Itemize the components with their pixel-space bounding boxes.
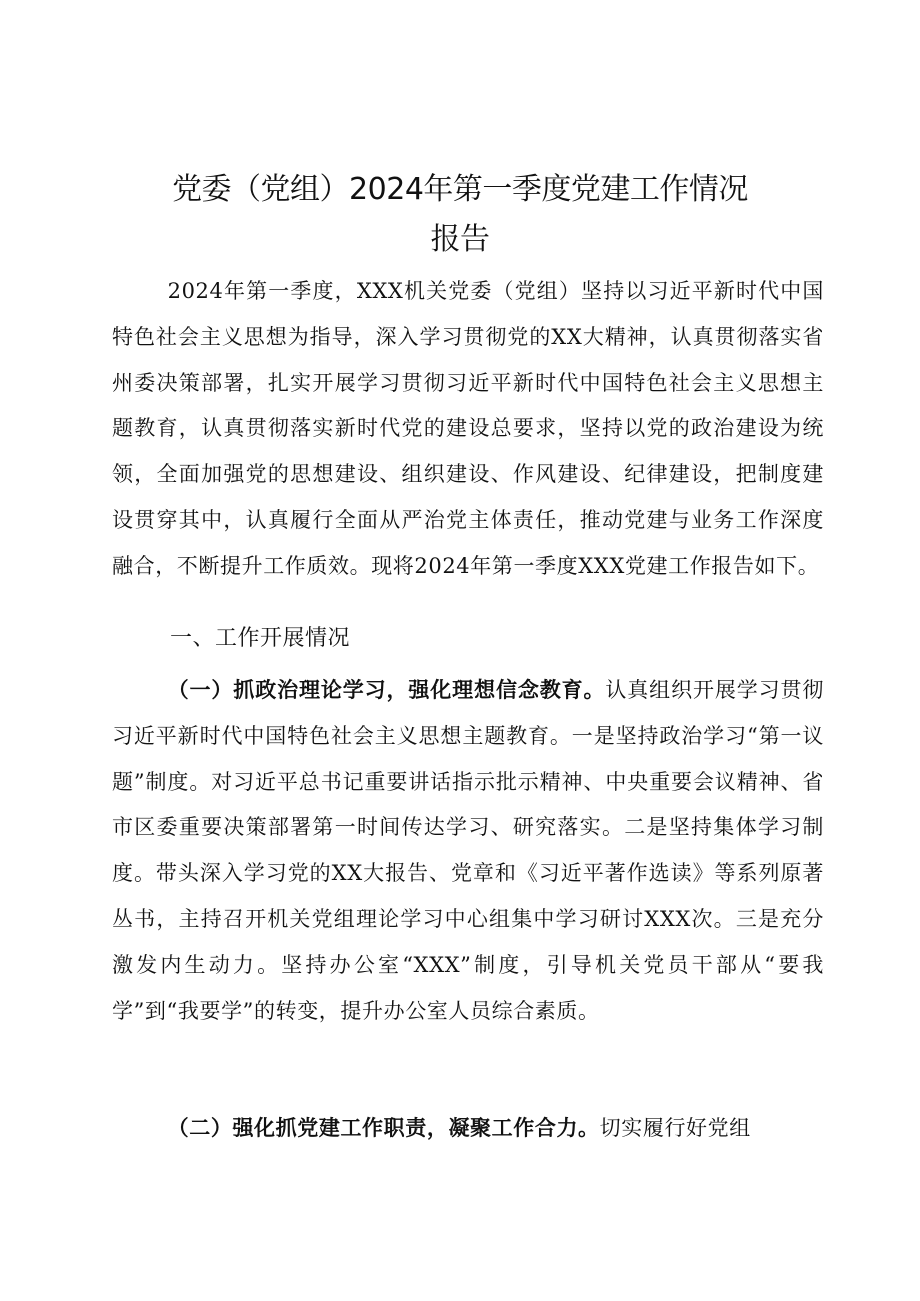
- item-1-body: 认真组织开展学习贯彻习近平新时代中国特色社会主义思想主题教育。一是坚持政治学习“第一议题”制度。对习近平总书记重要讲话指示批示精神、中央重要会议精神、省市区委重要决策部署第一时间传达学习、研究落实。二是坚持集体学习制度。带头深入学习党的XX大报告、党章和《习近平著作选读》等系列原著丛书，主持召开机关党组理论学习中心组集中学习研讨XXX次。三是充分激发内生动力。坚持办公室“XXX”制度，引导机关党员干部从“要我学”到“我要学”的转变，提升办公室人员综合素质。: [112, 678, 824, 1023]
- intro-paragraph: 2024年第一季度，XXX机关党委（党组）坚持以习近平新时代中国特色社会主义思想为指导，深入学习贯彻党的XX大精神，认真贯彻落实省州委决策部署，扎实开展学习贯彻习近平新时代中国特色社会主义思想主题教育，认真贯彻落实新时代党的建设总要求，坚持以党的政治建设为统领，全面加强党的思想建设、组织建设、作风建设、纪律建设，把制度建设贯穿其中，认真履行全面从严治党主体责任，推动党建与业务工作深度融合，不断提升工作质效。现将2024年第一季度XXX党建工作报告如下。: [112, 279, 824, 578]
- document-title-line-2: 报告: [430, 222, 490, 257]
- item-1-lead: （一）抓政治理论学习，强化理想信念教育。: [167, 677, 606, 702]
- item-2-body: 切实履行好党组: [599, 1116, 751, 1140]
- item-1-paragraph: [112, 667, 824, 1034]
- item-2-paragraph: [112, 1105, 824, 1152]
- section-heading-1: 一、工作开展情况: [170, 626, 351, 651]
- document-title-line-1: 党委（党组）2024年第一季度党建工作情况: [172, 172, 748, 207]
- item-2-lead: （二）强化抓党建工作职责，凝聚工作合力。: [167, 1115, 600, 1140]
